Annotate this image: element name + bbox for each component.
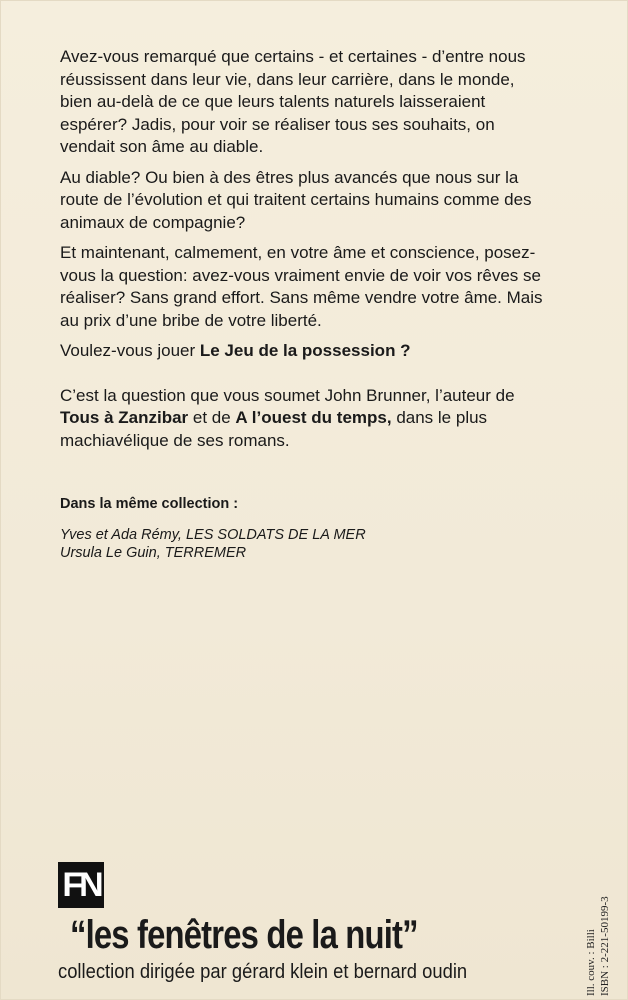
blurb-text-span: et de (188, 408, 236, 427)
collection-item: Yves et Ada Rémy, LES SOLDATS DE LA MER (60, 527, 366, 543)
series-title: “les fenêtres de la nuit” (70, 913, 418, 957)
blurb-question-prefix: Voulez-vous jouer (60, 341, 200, 360)
blurb-text-span: dans le plus machiavélique de ses romans. (60, 408, 488, 450)
publisher-logo: FN (58, 862, 104, 908)
other-title-mention-1: Tous à Zanzibar (60, 408, 189, 427)
blurb-paragraph-2: Au diable? Ou bien à des êtres plus avancés que nous sur la route de l’évolution et qui traitent certains humains comme des animaux de compagnie? (60, 167, 532, 232)
collection-heading: Dans la même collection : (60, 496, 239, 512)
same-collection-list (60, 496, 480, 562)
blurb-paragraph-1: Avez-vous remarqué que certains - et certaines - d’entre nous réussissent dans leur vie, dans leur carrière, dans le monde, bien au-delà de ce que leurs talents naturels laisseraient espérer? Jadis, pour voir se réaliser tous ses souhaits, on vendait son âme au diable. (60, 47, 526, 156)
book-title-mention: Le Jeu de la possession ? (199, 341, 411, 360)
cover-credits (584, 896, 612, 996)
isbn: ISBN : 2-221-50199-3 (599, 896, 611, 996)
blurb-paragraph-3: Et maintenant, calmement, en votre âme et conscience, posez-vous la question: avez-vous vraiment envie de voir vos rêves se réaliser? Sans grand effort. Sans même vendre votre âme. Mais au prix d’une bribe de votre liberté. (60, 243, 543, 330)
series-subtitle: collection dirigée par gérard klein et bernard oudin (58, 961, 468, 983)
blurb-paragraph-4 (60, 340, 550, 363)
blurb-paragraph-5 (60, 385, 550, 453)
illustration-credit: Ill. couv. : Billi (585, 929, 597, 996)
collection-item: Ursula Le Guin, TERREMER (60, 545, 247, 561)
blurb-text (60, 46, 550, 460)
other-title-mention-2: A l’ouest du temps, (235, 408, 392, 427)
blurb-text-span: C’est la question que vous soumet John Brunner, l’auteur de (60, 385, 515, 405)
